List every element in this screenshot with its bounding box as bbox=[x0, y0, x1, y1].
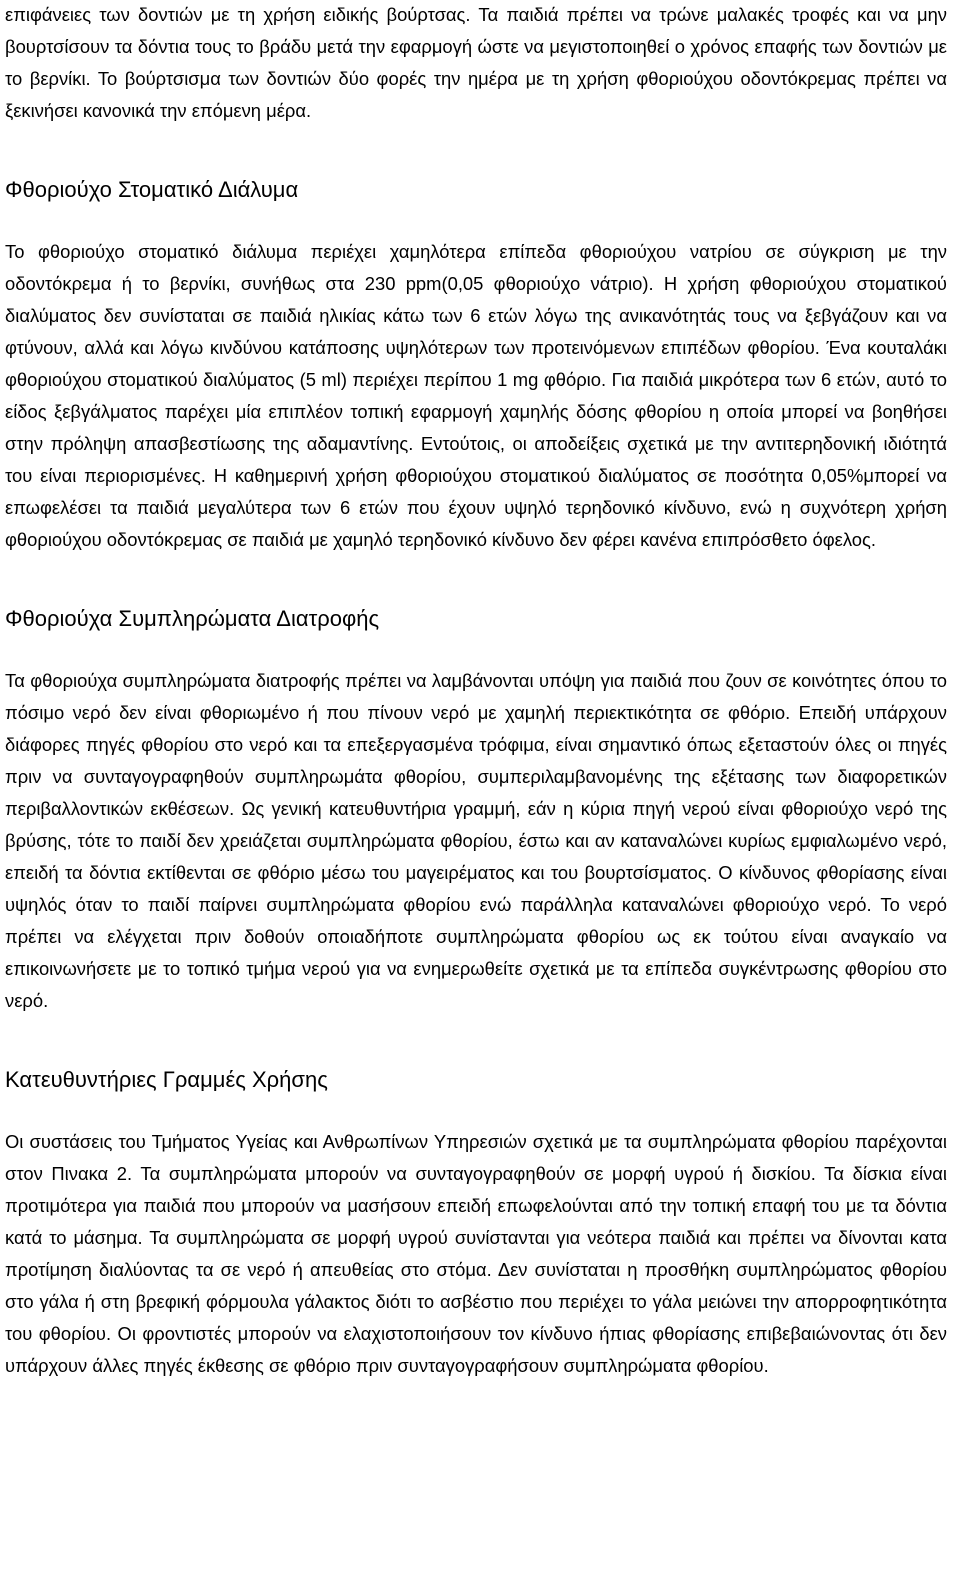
spacer bbox=[5, 206, 947, 236]
intro-paragraph: επιφάνειες των δοντιών με τη χρήση ειδικής βούρτσας. Τα παιδιά πρέπει να τρώνε μαλακές τροφές και να μην βουρτσίσουν τα δόντια τους το βράδυ μετά την εφαρμογή ώστε να μεγιστοποιηθεί ο χρόνος επαφής των δοντιών με το βερνίκι. Το βούρτσισμα των δοντιών δύο φορές την ημέρα με τη χρήση φθοριούχου οδοντόκρεμας πρέπει να ξεκινήσει κανονικά την επόμενη μέρα. bbox=[5, 4, 947, 121]
spacer bbox=[5, 635, 947, 665]
section-body-guidelines: Οι συστάσεις του Τμήματος Υγείας και Ανθρωπίνων Υπηρεσιών σχετικά με τα συμπληρώματα φθορίου παρέχονται στον Πινακα 2. Τα συμπληρώματα μπορούν να συνταγογραφηθούν σε μορφή υγρού ή δισκίου. Τα δίσκια είναι προτιμότερα για παιδιά που μπορούν να μασήσουν επειδή επωφελούνται από την τοπική επαφή του με τα δόντια κατά το μάσημα. Τα συμπληρώματα σε μορφή υγρού συνίστανται για νεότερα παιδιά και πρέπει να δίνονται κατα προτίμηση διαλύοντας τα σε νερό ή απευθείας στο στόμα. Δεν συνίσταται η προσθήκη συμπληρώματος φθορίου στο γάλα ή στη βρεφική φόρμουλα γάλακτος διότι το ασβέστιο που περιέχει το γάλα μειώνει την απορροφητικότητα του φθορίου. Οι φροντιστές μπορούν να ελαχιστοποιήσουν τον κίνδυνο ήπιας φθορίασης επιβεβαιώνοντας ότι δεν υπάρχουν άλλες πηγές έκθεσης σε φθόριο πριν συνταγογραφήσουν συμπληρώματα φθορίου. bbox=[5, 1131, 947, 1376]
spacer bbox=[5, 1096, 947, 1126]
spacer bbox=[5, 1017, 947, 1064]
section-body-supplements: Τα φθοριούχα συμπληρώματα διατροφής πρέπει να λαμβάνονται υπόψη για παιδιά που ζουν σε κοινότητες όπου το πόσιμο νερό δεν είναι φθοριωμένο ή που πίνουν νερό με χαμηλή περιεκτικότητα σε φθόριο. Επειδή υπάρχουν διάφορες πηγές φθορίου στο νερό και τα επεξεργασμένα τρόφιμα, είναι σημαντικό όπως εξεταστούν όλες οι πηγές πριν να συνταγογραφηθούν συμπληρωμάτα φθορίου, συμπεριλαμβανομένης της εξέτασης των διαφορετικών περιβαλλοντικών εκθέσεων. Ως γενική κατευθυντήρια γραμμή, εάν η κύρια πηγή νερού είναι φθοριούχο νερό της βρύσης, τότε το παιδί δεν χρειάζεται συμπληρώματα φθορίου, έστω και αν καταναλώνει κυρίως εμφιαλωμένο νερό, επειδή τα δόντια εκτίθενται σε φθόριο μέσω του μαγειρέματος και του βουρτσίσματος. Ο κίνδυνος φθορίασης είναι υψηλός όταν το παιδί παίρνει συμπληρώματα φθορίου ενώ παράλληλα καταναλώνει φθοριούχο νερό. Το νερό πρέπει να ελέγχεται πριν δοθούν οποιαδήποτε συμπληρώματα φθορίου ως εκ τούτου είναι αναγκαίο να επικοινωνήσετε με το τοπικό τμήμα νερού για να ενημερωθείτε σχετικά με τα επίπεδα συγκέντρωσης φθορίου στο νερό. bbox=[5, 670, 947, 1011]
section-heading-supplements: Φθοριούχα Συμπληρώματα Διατροφής bbox=[5, 606, 380, 631]
section-body-mouthwash: Το φθοριούχο στοματικό διάλυμα περιέχει χαμηλότερα επίπεδα φθοριούχου νατρίου σε σύγκριση με την οδοντόκρεμα ή το βερνίκι, συνήθως στα 230 ppm(0,05 φθοριούχο νάτριο). Η χρήση φθοριούχου στοματικού διαλύματος δεν συνίσταται σε παιδιά ηλικίας κάτω των 6 ετών λόγω της ανικανότητάς τους να ξεβγάζουν και να φτύνουν, αλλά και λόγω κινδύνου κατάποσης υψηλότερων των προτεινόμενων επιπέδων φθορίου. Ένα κουταλάκι φθοριούχου στοματικού διαλύματος (5 ml) περιέχει περίπου 1 mg φθόριο. Για παιδιά μικρότερα των 6 ετών, αυτό το είδος ξεβγάλματος παρέχει μία επιπλέον τοπική εφαρμογή χαμηλής δόσης φθορίου η οποία μπορεί να βοηθήσει στην πρόληψη απασβεστίωσης της αδαμαντίνης. Εντούτοις, οι αποδείξεις σχετικά με την αντιτερηδονική ιδιότητά του είναι περιορισμένες. Η καθημερινή χρήση φθοριούχου στοματικού διαλύματος σε ποσότητα 0,05%μπορεί να επωφελέσει τα παιδιά μεγαλύτερα των 6 ετών που έχουν υψηλό τερηδονικό κίνδυνο, ενώ η συχνότερη χρήση φθοριούχου οδοντόκρεμας σε παιδιά με χαμηλό τερηδονικό κίνδυνο δεν φέρει κανένα επιπρόσθετο όφελος. bbox=[5, 241, 947, 550]
section-heading-mouthwash: Φθοριούχο Στοματικό Διάλυμα bbox=[5, 177, 299, 202]
section-heading-guidelines: Κατευθυντήριες Γραμμές Χρήσης bbox=[5, 1067, 328, 1092]
spacer bbox=[5, 127, 947, 174]
spacer bbox=[5, 556, 947, 603]
